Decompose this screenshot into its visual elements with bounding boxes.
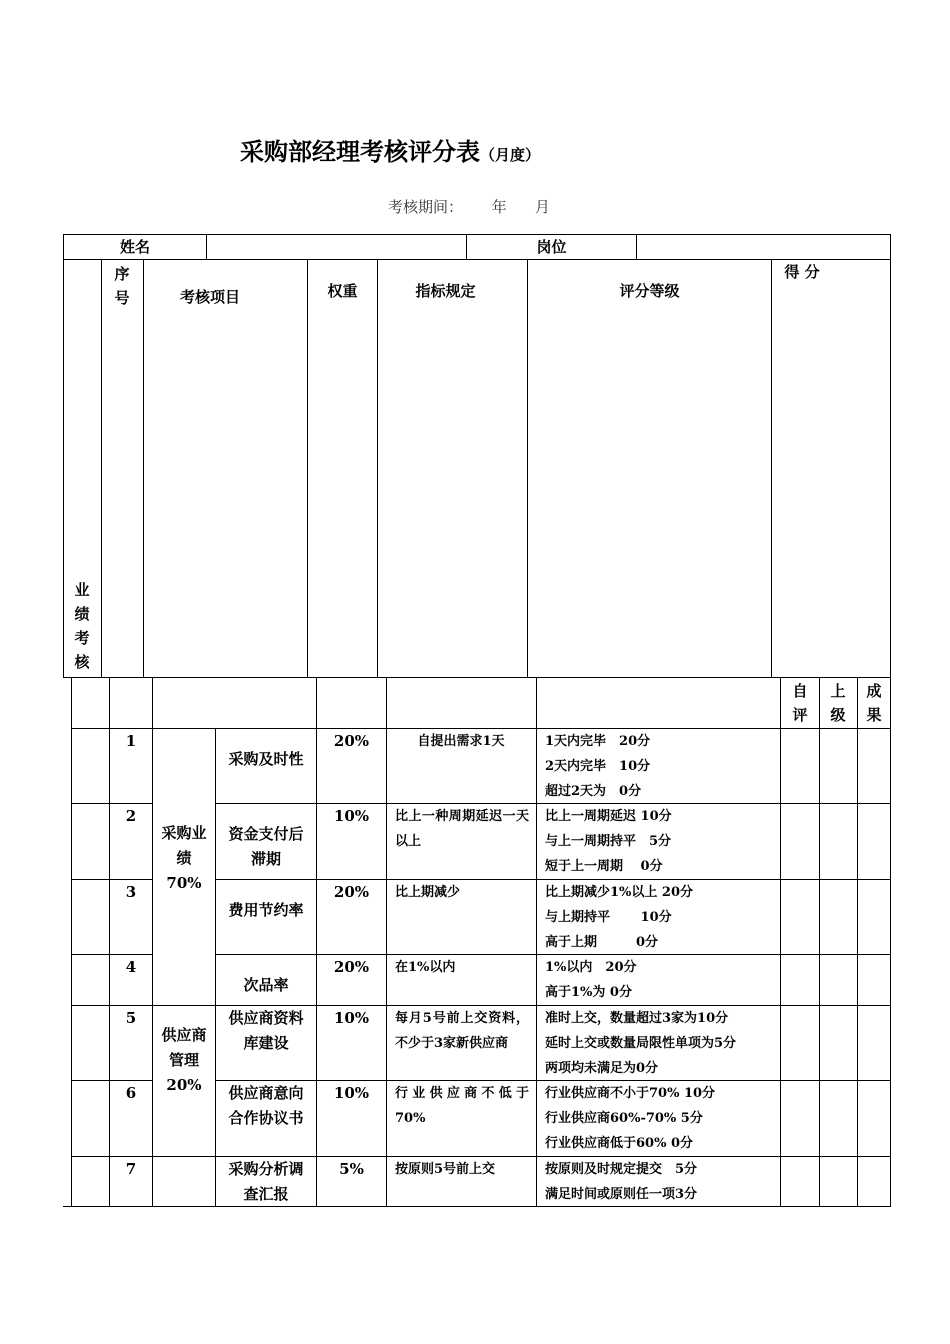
result-score-label: 成果 bbox=[866, 682, 882, 724]
assessment-period bbox=[388, 196, 578, 217]
group-purchase: 采购业绩70% bbox=[161, 824, 207, 892]
group-supplier: 供应商管理20% bbox=[161, 1026, 207, 1094]
period-label: 考核期间： bbox=[388, 198, 464, 216]
position-label: 岗位 bbox=[536, 238, 567, 256]
row-indicator: 自提出需求1天 bbox=[417, 734, 505, 749]
row-indicator: 比上一种周期延迟一天以上 bbox=[395, 809, 529, 849]
row-grade: 准时上交，数量超过3家为10分 延时上交或数量局限性单项为5分 两项均未满足为0分 bbox=[545, 1011, 737, 1076]
row-grade: 行业供应商不小于70% 10分 行业供应商60%-70% 5分 行业供应商低于60% 0分 bbox=[545, 1086, 716, 1151]
item-label: 考核项目 bbox=[179, 288, 240, 306]
row-no: 2 bbox=[125, 807, 137, 825]
row-weight: 10% bbox=[333, 1009, 370, 1027]
row-indicator: 比上期减少 bbox=[395, 885, 461, 900]
title-suffix: （月度） bbox=[480, 146, 541, 164]
section-label: 业绩考核 bbox=[74, 581, 90, 671]
row-indicator: 在1%以内 bbox=[395, 960, 456, 975]
row-no: 3 bbox=[125, 883, 137, 901]
row-no: 5 bbox=[125, 1009, 137, 1027]
row-item: 采购及时性 bbox=[228, 750, 304, 768]
row-grade: 比上期减少1%以上 20分 与上期持平 10分 高于上期 0分 bbox=[545, 885, 694, 950]
row-indicator: 每月5号前上交资料，不少于3家新供应商 bbox=[395, 1011, 529, 1051]
grade-label: 评分等级 bbox=[619, 282, 680, 300]
title-main: 采购部经理考核评分表 bbox=[240, 137, 480, 166]
name-label: 姓名 bbox=[119, 238, 150, 256]
row-grade: 1%以内 20分 高于1%为 0分 bbox=[545, 960, 637, 1000]
weight-label: 权重 bbox=[327, 282, 358, 300]
superior-score-label: 上级 bbox=[830, 682, 846, 724]
period-month: 月 bbox=[534, 198, 550, 216]
row-grade: 按原则及时规定提交 5分 满足时间或原则任一项3分 bbox=[545, 1162, 698, 1202]
page-title bbox=[240, 132, 540, 167]
row-no: 1 bbox=[125, 732, 137, 750]
row-weight: 10% bbox=[333, 1084, 370, 1102]
row-weight: 20% bbox=[333, 958, 370, 976]
row-no: 7 bbox=[125, 1160, 137, 1178]
row-weight: 10% bbox=[333, 807, 370, 825]
indicator-label: 指标规定 bbox=[415, 282, 476, 300]
row-grade: 比上一周期延迟 10分 与上一周期持平 5分 短于上一周期 0分 bbox=[545, 809, 672, 874]
row-item: 供应商资料库建设 bbox=[228, 1009, 304, 1052]
row-no: 6 bbox=[125, 1084, 137, 1102]
self-score-label: 自评 bbox=[792, 682, 808, 724]
row-weight: 20% bbox=[333, 732, 370, 750]
row-item: 资金支付后滞期 bbox=[228, 825, 304, 868]
row-indicator: 按原则5号前上交 bbox=[395, 1162, 496, 1177]
seq-label: 序号 bbox=[114, 265, 130, 307]
period-year: 年 bbox=[491, 198, 507, 216]
row-grade: 1天内完毕 20分 2天内完毕 10分 超过2天为 0分 bbox=[545, 734, 651, 799]
row-weight: 20% bbox=[333, 883, 370, 901]
row-indicator: 行业供应商不低于70% bbox=[395, 1086, 529, 1126]
row-item: 费用节约率 bbox=[228, 901, 304, 919]
row-item: 采购分析调查汇报 bbox=[228, 1160, 304, 1203]
row-item: 供应商意向合作协议书 bbox=[228, 1084, 304, 1127]
row-no: 4 bbox=[125, 958, 137, 976]
row-weight: 5% bbox=[339, 1160, 364, 1178]
score-label: 得 分 bbox=[784, 263, 820, 281]
row-item: 次品率 bbox=[243, 976, 289, 994]
